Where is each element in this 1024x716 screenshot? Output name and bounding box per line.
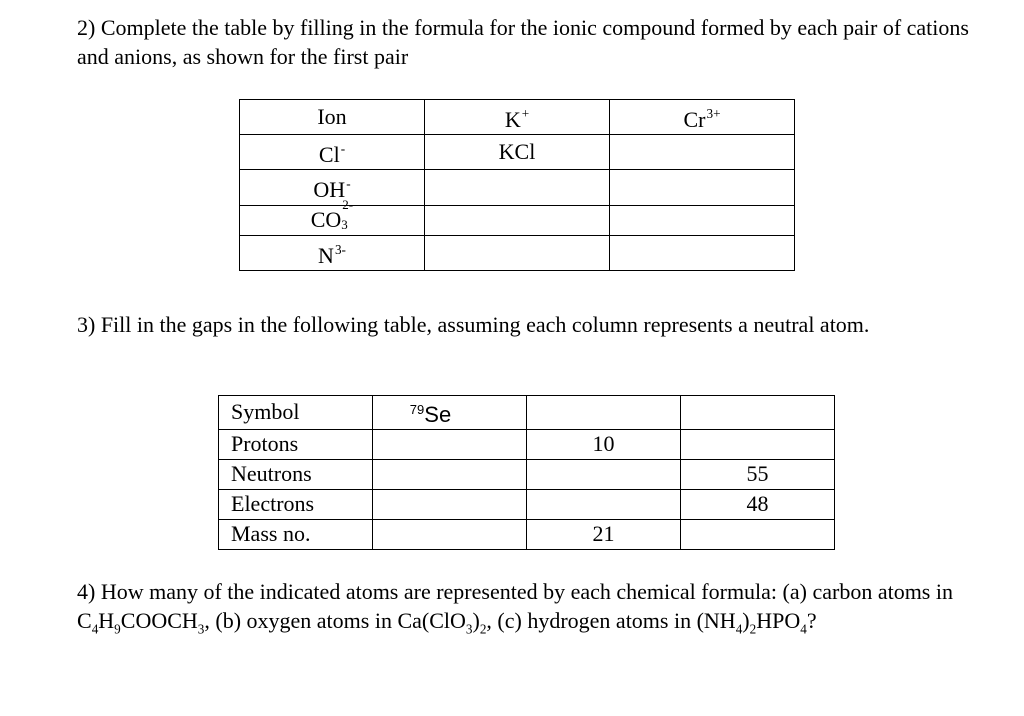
selenium-symbol: $^{79}$Se	[373, 396, 527, 430]
compound-cell[interactable]	[610, 205, 795, 235]
anion-cell: OH-	[240, 170, 425, 205]
cation-cr-header: $Cr^{3+}$	[610, 100, 795, 135]
row-label: Protons	[219, 429, 373, 459]
compound-cell[interactable]	[425, 170, 610, 205]
anion-cell: CO 2- 3	[240, 205, 425, 235]
table-cell[interactable]	[373, 459, 527, 489]
table-row	[219, 519, 835, 549]
row-label: Electrons	[219, 489, 373, 519]
table-cell[interactable]	[681, 429, 835, 459]
table-cell[interactable]	[527, 396, 681, 430]
compound-cell[interactable]	[425, 205, 610, 235]
row-label: Symbol	[219, 396, 373, 430]
table-row	[240, 100, 795, 135]
compound-cell[interactable]	[610, 170, 795, 205]
ion-header: Ion	[240, 100, 425, 135]
table-row	[219, 489, 835, 519]
table-cell[interactable]: 55	[681, 459, 835, 489]
table-cell[interactable]	[527, 459, 681, 489]
compound-cell[interactable]	[610, 235, 795, 270]
question-2: 2) Complete the table by filling in the formula for the ionic compound formed by each pair of cations and anions, as shown for the first pair	[77, 15, 969, 69]
anion-cell: Cl-	[240, 135, 425, 170]
compound-cell[interactable]: KCl	[425, 135, 610, 170]
table-row	[240, 205, 795, 235]
table-cell[interactable]: 48	[681, 489, 835, 519]
table-cell[interactable]: 10	[527, 429, 681, 459]
table-cell[interactable]	[527, 489, 681, 519]
table-cell[interactable]	[373, 489, 527, 519]
compound-cell[interactable]	[425, 235, 610, 270]
table-row	[240, 170, 795, 205]
question-4: 4) How many of the indicated atoms are represented by each chemical formula: (a) carbon atoms in $C_4H_9COOCH_3$, (b) oxygen atoms in $Ca(ClO_3)_2$, (c) hydrogen atoms in $(NH_4)_2HPO_4$?	[77, 579, 953, 637]
cation-k-header: K+	[425, 100, 610, 135]
row-label: Neutrons	[219, 459, 373, 489]
table-cell[interactable]	[681, 519, 835, 549]
row-label: Mass no.	[219, 519, 373, 549]
table-cell[interactable]	[681, 396, 835, 430]
table-row	[240, 135, 795, 170]
table-cell[interactable]	[373, 519, 527, 549]
anion-cell: $N^{3-}$	[240, 235, 425, 270]
table-row	[219, 429, 835, 459]
question-3: 3) Fill in the gaps in the following table, assuming each column represents a neutral atom.	[77, 312, 870, 337]
compound-cell[interactable]	[610, 135, 795, 170]
table-row	[219, 396, 835, 430]
table-cell[interactable]	[373, 429, 527, 459]
table-row	[240, 235, 795, 270]
table-cell[interactable]: 21	[527, 519, 681, 549]
table-row	[219, 459, 835, 489]
atom-table	[218, 395, 835, 550]
ionic-compound-table	[239, 99, 795, 271]
